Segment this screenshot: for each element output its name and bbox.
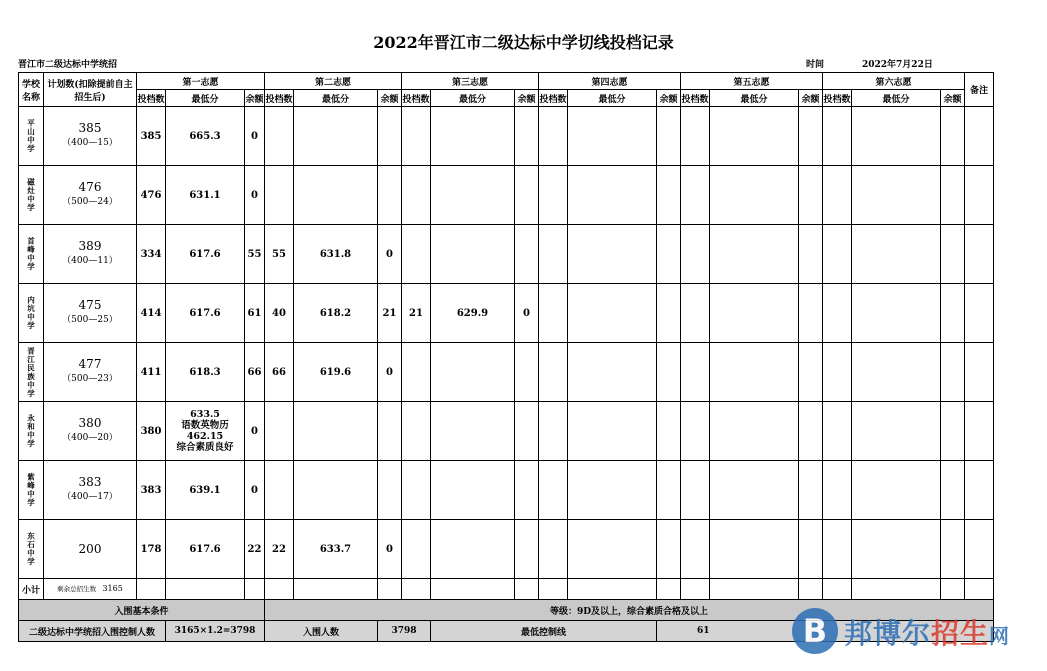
- subtitle-left: 晋江市二级达标中学统招: [18, 60, 118, 70]
- c2-min: [294, 166, 378, 225]
- school-name: 磁灶中学: [19, 166, 44, 225]
- c1-rest: 61: [245, 284, 265, 343]
- control-count-label: 入围人数: [265, 621, 378, 642]
- subheader-tou-6: 投档数: [823, 90, 852, 107]
- c2-rest: [378, 402, 402, 461]
- table-row: [19, 225, 994, 284]
- c3-rest: [515, 343, 539, 402]
- subheader-min-6: 最低分: [852, 90, 941, 107]
- c2-min: 633.7: [294, 520, 378, 579]
- basic-text: 等级：9D及以上，综合素质合格及以上: [265, 600, 994, 621]
- subheader-rest-6: 余额: [941, 90, 965, 107]
- plan-count: 475 （500—25）: [44, 284, 137, 343]
- c2-tou: [265, 461, 294, 520]
- c2-min: 631.8: [294, 225, 378, 284]
- table-row: [19, 343, 994, 402]
- school-name: 平山中学: [19, 107, 44, 166]
- header-choice-2: 第二志愿: [265, 73, 402, 90]
- c2-tou: 40: [265, 284, 294, 343]
- subtotal-note: 剩余总招生数: [57, 585, 97, 593]
- c1-min: 617.6: [166, 225, 245, 284]
- header-choice-6: 第六志愿: [823, 73, 965, 90]
- table-row: [19, 107, 994, 166]
- plan-count: 477 （500—23）: [44, 343, 137, 402]
- header-choice-5: 第五志愿: [681, 73, 823, 90]
- subheader-min-4: 最低分: [568, 90, 657, 107]
- subheader-tou-4: 投档数: [539, 90, 568, 107]
- c3-min: [431, 225, 515, 284]
- c1-min: 618.3: [166, 343, 245, 402]
- control-label: 二级达标中学统招入围控制人数: [19, 621, 166, 642]
- control-formula: 3165×1.2=3798: [166, 621, 265, 642]
- subheader-rest-1: 余额: [245, 90, 265, 107]
- subheader-min-5: 最低分: [710, 90, 799, 107]
- c3-rest: [515, 402, 539, 461]
- c2-tou: 22: [265, 520, 294, 579]
- c3-rest: [515, 461, 539, 520]
- subheader-rest-5: 余额: [799, 90, 823, 107]
- c3-min: [431, 520, 515, 579]
- subheader-min-3: 最低分: [431, 90, 515, 107]
- header-choice-1: 第一志愿: [137, 73, 265, 90]
- c2-tou: [265, 166, 294, 225]
- c1-tou: 178: [137, 520, 166, 579]
- header-choice-4: 第四志愿: [539, 73, 681, 90]
- c1-rest: 0: [245, 402, 265, 461]
- c2-rest: 0: [378, 343, 402, 402]
- c1-rest: 0: [245, 107, 265, 166]
- c3-min: [431, 461, 515, 520]
- page-title: 2022年晋江市二级达标中学切线投档记录: [373, 33, 674, 52]
- header-school: 学校名称: [19, 73, 44, 107]
- school-name: 内坑中学: [19, 284, 44, 343]
- c1-min: 633.5 语数英物历 462.15 综合素质良好: [166, 402, 245, 461]
- c3-rest: [515, 107, 539, 166]
- c1-tou: 380: [137, 402, 166, 461]
- c2-min: 618.2: [294, 284, 378, 343]
- school-name: 永和中学: [19, 402, 44, 461]
- control-count: 3798: [378, 621, 431, 642]
- plan-count: 476 （500—24）: [44, 166, 137, 225]
- table-row: [19, 402, 994, 461]
- c2-min: [294, 461, 378, 520]
- c2-min: [294, 402, 378, 461]
- c1-rest: 22: [245, 520, 265, 579]
- subheader-min-1: 最低分: [166, 90, 245, 107]
- c3-tou: [402, 461, 431, 520]
- c1-min: 617.6: [166, 284, 245, 343]
- c2-tou: 55: [265, 225, 294, 284]
- c1-rest: 66: [245, 343, 265, 402]
- c1-tou: 414: [137, 284, 166, 343]
- c3-min: [431, 166, 515, 225]
- plan-count: 200: [44, 520, 137, 579]
- table-row: [19, 461, 994, 520]
- c3-min: [431, 343, 515, 402]
- control-min-label: 最低控制线: [431, 621, 657, 642]
- date-value: 2022年7月22日: [862, 60, 933, 70]
- header-choice-3: 第三志愿: [402, 73, 539, 90]
- c2-min: [294, 107, 378, 166]
- c3-tou: [402, 166, 431, 225]
- subheader-tou-3: 投档数: [402, 90, 431, 107]
- plan-count: 380 （400—20）: [44, 402, 137, 461]
- c2-tou: 66: [265, 343, 294, 402]
- c3-rest: 0: [515, 284, 539, 343]
- basic-label: 入围基本条件: [19, 600, 265, 621]
- c1-min: 665.3: [166, 107, 245, 166]
- c1-tou: 476: [137, 166, 166, 225]
- plan-count: 383 （400—17）: [44, 461, 137, 520]
- subheader-rest-3: 余额: [515, 90, 539, 107]
- plan-count: 389 （400—11）: [44, 225, 137, 284]
- c3-rest: [515, 225, 539, 284]
- c1-min: 617.6: [166, 520, 245, 579]
- c1-tou: 411: [137, 343, 166, 402]
- c3-rest: [515, 520, 539, 579]
- c3-tou: [402, 520, 431, 579]
- subheader-tou-1: 投档数: [137, 90, 166, 107]
- school-name: 首峰中学: [19, 225, 44, 284]
- c1-tou: 385: [137, 107, 166, 166]
- c2-tou: [265, 107, 294, 166]
- plan-count: 385 （400—15）: [44, 107, 137, 166]
- c1-rest: 0: [245, 461, 265, 520]
- c2-rest: 0: [378, 225, 402, 284]
- subheader-tou-5: 投档数: [681, 90, 710, 107]
- subtotal-value: 3165: [102, 584, 123, 593]
- header-remark: 备注: [965, 73, 994, 107]
- c3-tou: 21: [402, 284, 431, 343]
- c1-rest: 0: [245, 166, 265, 225]
- c3-rest: [515, 166, 539, 225]
- c2-rest: [378, 166, 402, 225]
- c3-min: 629.9: [431, 284, 515, 343]
- subtotal-label: 小计: [19, 579, 44, 600]
- c2-rest: [378, 107, 402, 166]
- c3-tou: [402, 107, 431, 166]
- school-name: 紫峰中学: [19, 461, 44, 520]
- admission-table: [18, 72, 994, 642]
- c1-min: 631.1: [166, 166, 245, 225]
- c3-min: [431, 107, 515, 166]
- c3-tou: [402, 225, 431, 284]
- table-row: [19, 166, 994, 225]
- c1-rest: 55: [245, 225, 265, 284]
- watermark: [792, 606, 1037, 658]
- subtotal-cell: [44, 579, 137, 600]
- subheader-rest-2: 余额: [378, 90, 402, 107]
- subheader-rest-4: 余额: [657, 90, 681, 107]
- watermark-text: 邦博尔招生网: [844, 617, 1011, 650]
- c3-min: [431, 402, 515, 461]
- school-name: 晋江民族中学: [19, 343, 44, 402]
- c1-tou: 383: [137, 461, 166, 520]
- c2-rest: [378, 461, 402, 520]
- c1-tou: 334: [137, 225, 166, 284]
- c2-rest: 21: [378, 284, 402, 343]
- time-label: 时间: [806, 60, 825, 70]
- logo-icon: B: [792, 608, 838, 654]
- c2-rest: 0: [378, 520, 402, 579]
- control-min-value: 61: [657, 621, 994, 642]
- c3-tou: [402, 402, 431, 461]
- c2-min: 619.6: [294, 343, 378, 402]
- c3-tou: [402, 343, 431, 402]
- header-plan: 计划数(扣除提前自主招生后): [44, 73, 137, 107]
- subheader-min-2: 最低分: [294, 90, 378, 107]
- subheader-tou-2: 投档数: [265, 90, 294, 107]
- c2-tou: [265, 402, 294, 461]
- c1-min: 639.1: [166, 461, 245, 520]
- table-row: [19, 520, 994, 579]
- table-row: [19, 284, 994, 343]
- school-name: 东石中学: [19, 520, 44, 579]
